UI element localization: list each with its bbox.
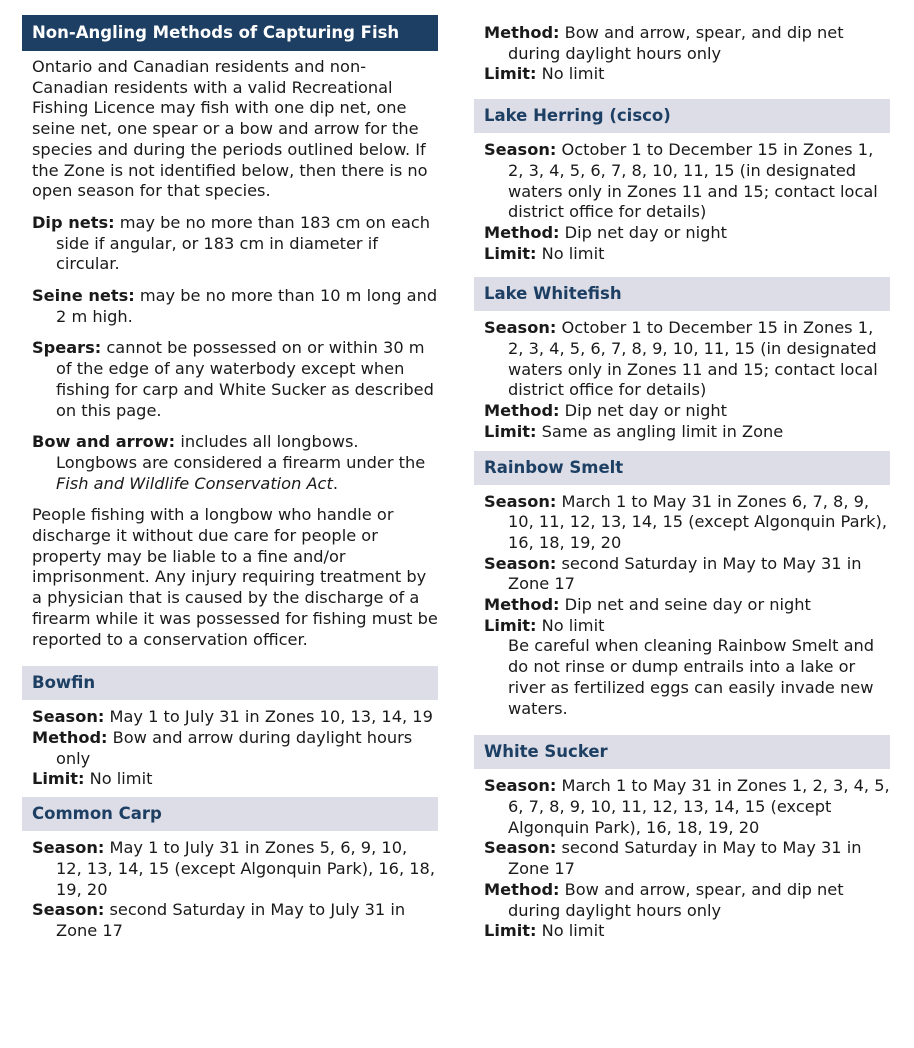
method-text: Dip net day or night bbox=[559, 401, 728, 421]
smelt-method bbox=[484, 595, 890, 616]
season-text: second Saturday in May to July 31 in Zone 17 bbox=[56, 900, 406, 940]
intro-paragraph: Ontario and Canadian residents and non-Canadian residents with a valid Recreational Fishing Licence may fish with one dip net, one seine net, one spear or a bow and arrow for the species and during the periods outlined below. If the Zone is not identified below, then there is no open season for that species. bbox=[32, 57, 428, 201]
season-text: second Saturday in May to May 31 in Zone 17 bbox=[508, 553, 862, 594]
method-label: Method: bbox=[484, 879, 560, 899]
smelt-season bbox=[484, 492, 890, 554]
method-text: Bow and arrow during daylight hours only bbox=[56, 727, 413, 768]
carp-heading: Common Carp bbox=[22, 797, 438, 831]
dip-nets-term: Dip nets: bbox=[32, 212, 115, 232]
season-label: Season: bbox=[32, 900, 105, 920]
longbow-paragraph: People fishing with a longbow who handle or discharge it without due care for people or property may be liable to a fine and/or imprisonment. Any injury requiring treatment by a physician that is caused by the discharge of a firearm while it was possessed for fishing must be reported to a conservation officer. bbox=[32, 505, 438, 649]
season-label: Season: bbox=[484, 776, 557, 796]
herring-season bbox=[484, 140, 890, 223]
bow-arrow-definition bbox=[32, 432, 438, 494]
whitefish-limit bbox=[484, 422, 890, 443]
sucker-method bbox=[484, 880, 890, 921]
season-label: Season: bbox=[484, 140, 557, 160]
season-text: March 1 to May 31 in Zones 1, 2, 3, 4, 5, 6, 7, 8, 9, 10, 11, 12, 13, 14, 15 (except Algonquin Park), 16, 18, 19, 20 bbox=[508, 776, 890, 837]
dip-nets-text: may be no more than 183 cm on each side if angular, or 183 cm in diameter if circular. bbox=[56, 212, 431, 274]
limit-text: No limit bbox=[536, 243, 605, 263]
season-text: October 1 to December 15 in Zones 1, 2, 3, 4, 5, 6, 7, 8, 9, 10, 11, 15 (in designated waters only in Zones 11 and 15; contact local district office for details) bbox=[508, 318, 878, 400]
whitefish-method bbox=[484, 401, 890, 422]
limit-label: Limit: bbox=[32, 769, 85, 789]
bow-arrow-text: includes all longbows. Longbows are considered a firearm under the bbox=[56, 432, 426, 472]
method-text: Bow and arrow, spear, and dip net during daylight hours only bbox=[508, 23, 844, 63]
limit-text: No limit bbox=[84, 769, 153, 789]
season-label: Season: bbox=[484, 553, 557, 573]
smelt-season-2 bbox=[484, 554, 890, 595]
season-text: March 1 to May 31 in Zones 6, 7, 8, 9, 10, 11, 12, 13, 14, 15 (except Algonquin Park), 16, 18, 19, 20 bbox=[508, 491, 887, 552]
herring-limit bbox=[484, 244, 890, 265]
method-label: Method: bbox=[484, 23, 560, 42]
method-text: Dip net and seine day or night bbox=[559, 595, 811, 615]
sucker-season-2 bbox=[484, 838, 890, 879]
lake-whitefish-heading: Lake Whitefish bbox=[474, 277, 890, 311]
method-label: Method: bbox=[484, 222, 560, 242]
limit-text: No limit bbox=[536, 615, 605, 635]
limit-text: Same as angling limit in Zone bbox=[536, 421, 784, 441]
left-column bbox=[22, 0, 438, 942]
smelt-caution-note: Be careful when cleaning Rainbow Smelt and do not rinse or dump entrails into a lake or river as fertilized eggs can easily invade new waters. bbox=[508, 636, 875, 718]
limit-label: Limit: bbox=[484, 64, 537, 84]
seine-nets-text: may be no more than 10 m long and 2 m high. bbox=[56, 286, 438, 326]
lake-whitefish-entries bbox=[484, 318, 890, 442]
season-label: Season: bbox=[32, 707, 105, 727]
season-text: May 1 to July 31 in Zones 10, 13, 14, 19 bbox=[104, 707, 433, 727]
limit-label: Limit: bbox=[484, 615, 537, 635]
limit-label: Limit: bbox=[484, 243, 537, 263]
season-label: Season: bbox=[32, 838, 105, 858]
white-sucker-heading: White Sucker bbox=[474, 735, 890, 769]
sucker-season bbox=[484, 776, 890, 838]
bowfin-limit bbox=[32, 769, 438, 790]
white-sucker-entries bbox=[484, 776, 890, 942]
spears-definition bbox=[32, 338, 438, 421]
limit-text: No limit bbox=[536, 64, 605, 84]
method-text: Dip net day or night bbox=[559, 222, 728, 242]
carp-limit bbox=[484, 64, 890, 85]
page-title: Non-Angling Methods of Capturing Fish bbox=[22, 15, 438, 51]
rainbow-smelt-heading: Rainbow Smelt bbox=[474, 451, 890, 485]
herring-method bbox=[484, 223, 890, 244]
seine-nets-definition bbox=[32, 286, 438, 327]
act-name: Fish and Wildlife Conservation Act bbox=[56, 473, 333, 493]
spears-term: Spears: bbox=[32, 338, 102, 358]
method-label: Method: bbox=[484, 595, 560, 615]
carp-continued-entries bbox=[484, 23, 890, 85]
season-text: October 1 to December 15 in Zones 1, 2, 3, 4, 5, 6, 7, 8, 10, 11, 15 (in designated waters only in Zones 11 and 15; contact local district office for details) bbox=[508, 140, 878, 222]
spears-text: cannot be possessed on or within 30 m of the edge of any waterbody except when fishing for carp and White Sucker as described on this page. bbox=[56, 338, 434, 420]
method-label: Method: bbox=[484, 401, 560, 421]
bowfin-heading: Bowfin bbox=[22, 666, 438, 700]
lake-herring-entries bbox=[484, 140, 890, 264]
limit-label: Limit: bbox=[484, 921, 537, 941]
method-label: Method: bbox=[32, 727, 108, 747]
limit-label: Limit: bbox=[484, 421, 537, 441]
bowfin-season bbox=[32, 707, 438, 728]
sucker-limit bbox=[484, 921, 890, 942]
carp-method bbox=[484, 23, 890, 64]
season-label: Season: bbox=[484, 318, 557, 338]
smelt-limit bbox=[484, 616, 890, 637]
carp-season bbox=[32, 838, 438, 900]
rainbow-smelt-entries bbox=[484, 492, 890, 720]
carp-entries bbox=[32, 838, 438, 942]
limit-text: No limit bbox=[536, 921, 605, 941]
season-text: second Saturday in May to May 31 in Zone 17 bbox=[508, 838, 862, 879]
seine-nets-term: Seine nets: bbox=[32, 286, 135, 306]
bow-arrow-term: Bow and arrow: bbox=[32, 432, 176, 452]
method-text: Bow and arrow, spear, and dip net during daylight hours only bbox=[508, 879, 844, 920]
season-label: Season: bbox=[484, 491, 557, 511]
dip-nets-definition bbox=[32, 213, 438, 275]
lake-herring-heading: Lake Herring (cisco) bbox=[474, 99, 890, 133]
season-text: May 1 to July 31 in Zones 5, 6, 9, 10, 12, 13, 14, 15 (except Algonquin Park), 16, 18, 19, 20 bbox=[56, 838, 435, 899]
season-label: Season: bbox=[484, 838, 557, 858]
right-column bbox=[474, 0, 890, 942]
whitefish-season bbox=[484, 318, 890, 401]
bowfin-entries bbox=[32, 707, 438, 790]
bow-arrow-end: . bbox=[332, 473, 338, 493]
bowfin-method bbox=[32, 728, 438, 769]
carp-season-2 bbox=[32, 900, 438, 941]
